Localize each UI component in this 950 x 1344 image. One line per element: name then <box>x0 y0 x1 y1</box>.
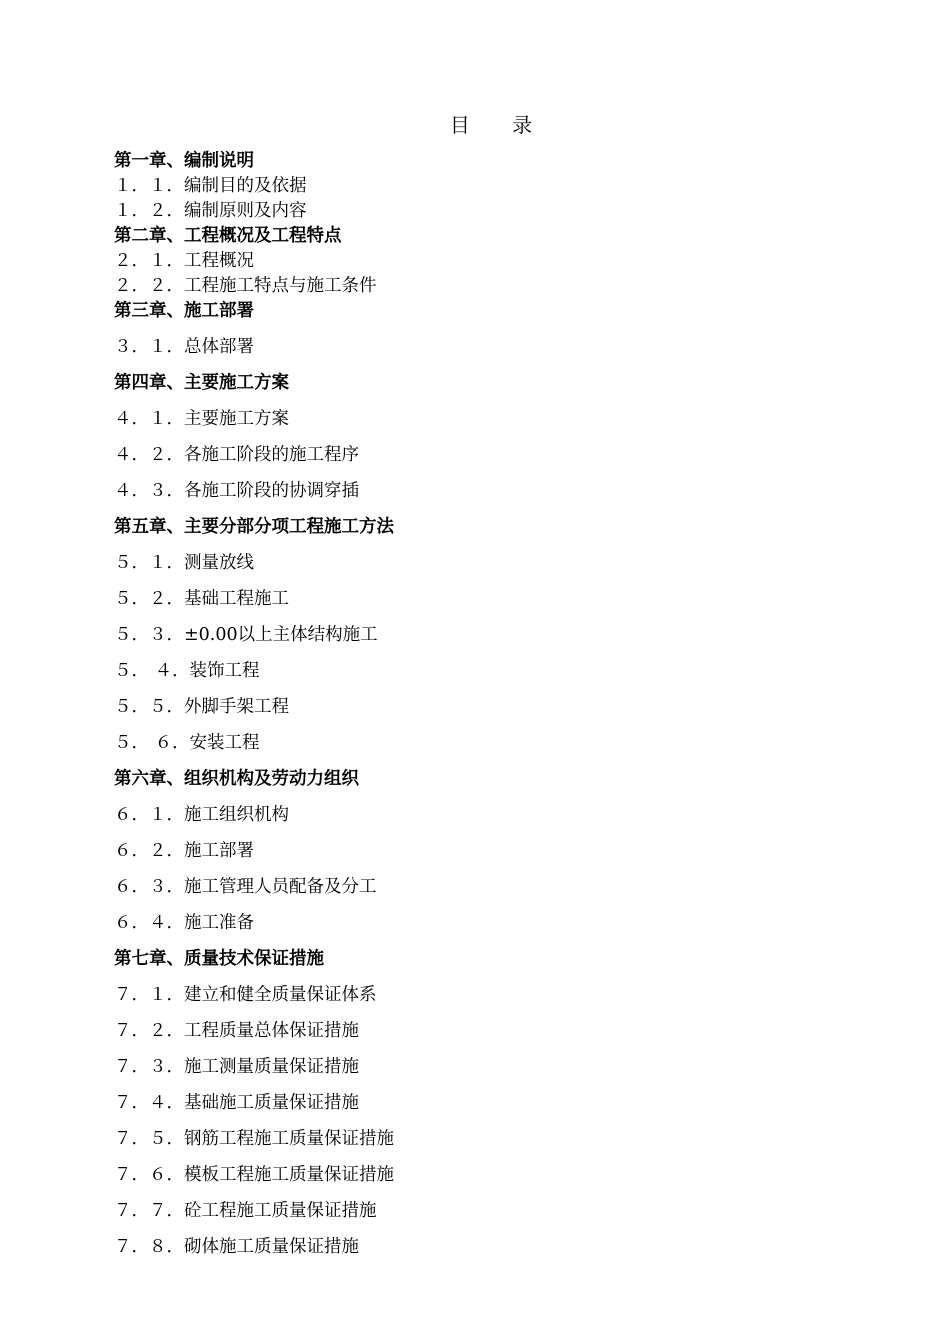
toc-section-entry: ３．１．总体部署 <box>114 337 254 357</box>
toc-section-entry: ７．６．模板工程施工质量保证措施 <box>114 1165 394 1185</box>
toc-chapter-heading: 第六章、组织机构及劳动力组织 <box>114 769 359 789</box>
toc-section-entry: ６．４．施工准备 <box>114 913 254 933</box>
toc-section-entry: ６．３．施工管理人员配备及分工 <box>114 877 377 897</box>
toc-title: 目 录 <box>449 113 551 137</box>
toc-section-entry: ７．１．建立和健全质量保证体系 <box>114 985 377 1005</box>
toc-section-entry: １．２．编制原则及内容 <box>114 201 307 221</box>
toc-chapter-heading: 第四章、主要施工方案 <box>114 373 289 393</box>
toc-section-entry: ５． ６．安装工程 <box>114 733 260 753</box>
toc-section-entry: ７．３．施工测量质量保证措施 <box>114 1057 359 1077</box>
toc-chapter-heading: 第三章、施工部署 <box>114 301 254 321</box>
toc-section-entry: ５．１．测量放线 <box>114 553 254 573</box>
toc-section-entry: ７．８．砌体施工质量保证措施 <box>114 1237 359 1257</box>
toc-section-entry: ７．７．砼工程施工质量保证措施 <box>114 1201 377 1221</box>
toc-section-entry: ５． ４．装饰工程 <box>114 661 260 681</box>
toc-chapter-heading: 第二章、工程概况及工程特点 <box>114 226 342 246</box>
toc-chapter-heading: 第五章、主要分部分项工程施工方法 <box>114 517 394 537</box>
toc-section-entry: １．１．编制目的及依据 <box>114 176 307 196</box>
toc-section-entry: ６．２．施工部署 <box>114 841 254 861</box>
toc-section-entry: ６．１．施工组织机构 <box>114 805 289 825</box>
toc-section-entry: ７．２．工程质量总体保证措施 <box>114 1021 359 1041</box>
toc-section-entry: ５．５．外脚手架工程 <box>114 697 289 717</box>
toc-section-entry: ５．３．±0.00以上主体结构施工 <box>114 625 378 645</box>
toc-section-entry: ５．２．基础工程施工 <box>114 589 289 609</box>
toc-chapter-heading: 第一章、编制说明 <box>114 151 254 171</box>
toc-section-entry: ７．５．钢筋工程施工质量保证措施 <box>114 1129 394 1149</box>
toc-section-entry: ７．４．基础施工质量保证措施 <box>114 1093 359 1113</box>
toc-chapter-heading: 第七章、质量技术保证措施 <box>114 949 324 969</box>
toc-section-entry: ２．２．工程施工特点与施工条件 <box>114 276 377 296</box>
toc-section-entry: ４．１．主要施工方案 <box>114 409 289 429</box>
toc-section-entry: ４．２．各施工阶段的施工程序 <box>114 445 359 465</box>
toc-section-entry: ４．３．各施工阶段的协调穿插 <box>114 481 359 501</box>
toc-section-entry: ２．１．工程概况 <box>114 251 254 271</box>
